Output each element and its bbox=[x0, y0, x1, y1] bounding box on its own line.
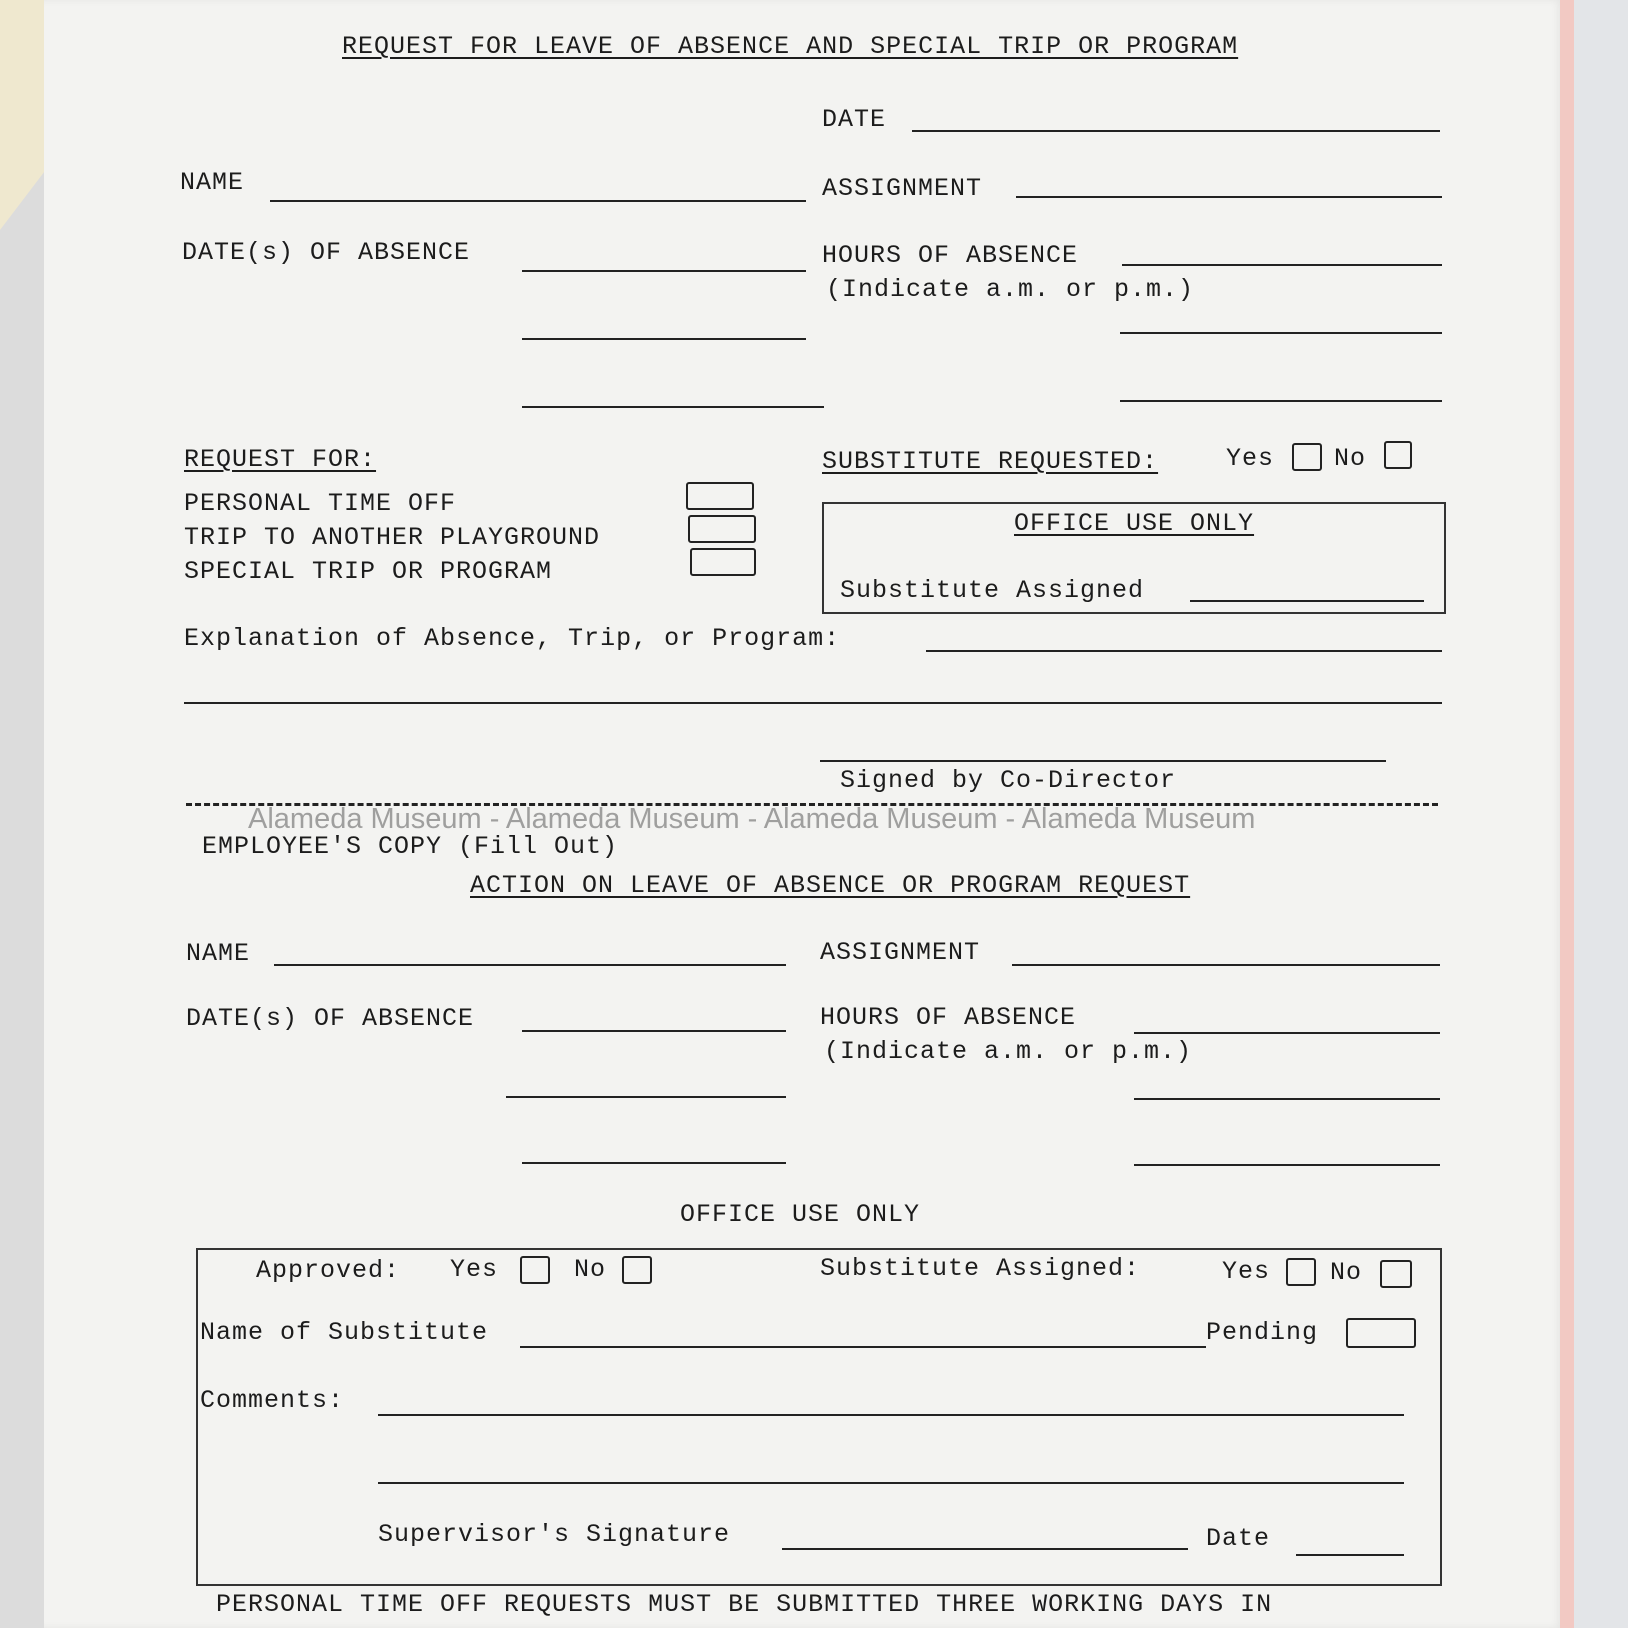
copy-dates-of-absence-label: DATE(s) OF ABSENCE bbox=[186, 1004, 475, 1033]
date-label: DATE bbox=[822, 105, 887, 134]
copy-dates-of-absence-field-2[interactable] bbox=[506, 1096, 786, 1098]
request-for-label: REQUEST FOR: bbox=[184, 445, 377, 474]
name-of-substitute-label: Name of Substitute bbox=[200, 1318, 489, 1347]
copy-hours-field-1[interactable] bbox=[1134, 1032, 1440, 1034]
supervisor-signature-field[interactable] bbox=[782, 1548, 1188, 1550]
assignment-label: ASSIGNMENT bbox=[822, 174, 983, 203]
dates-of-absence-field-1[interactable] bbox=[522, 270, 806, 272]
assignment-field[interactable] bbox=[1016, 196, 1442, 198]
hours-of-absence-label: HOURS OF ABSENCE bbox=[822, 241, 1079, 270]
pending-checkbox[interactable] bbox=[1346, 1318, 1416, 1348]
substitute-yes-checkbox[interactable] bbox=[1292, 443, 1322, 471]
personal-time-off-checkbox[interactable] bbox=[686, 482, 754, 510]
hours-of-absence-field-1[interactable] bbox=[1122, 264, 1442, 266]
copy-hours-field-3[interactable] bbox=[1134, 1164, 1440, 1166]
footer-note: PERSONAL TIME OFF REQUESTS MUST BE SUBMITTED THREE WORKING DAYS IN bbox=[216, 1590, 1273, 1619]
dates-of-absence-field-3[interactable] bbox=[522, 406, 824, 408]
signed-by-label: Signed by Co-Director bbox=[840, 766, 1177, 795]
copy-hours-note: (Indicate a.m. or p.m.) bbox=[824, 1037, 1193, 1066]
copy-substitute-assigned-label: Substitute Assigned: bbox=[820, 1254, 1141, 1283]
co-director-signature-field[interactable] bbox=[820, 760, 1386, 762]
employee-copy-label: EMPLOYEE'S COPY (Fill Out) bbox=[202, 832, 619, 861]
name-field[interactable] bbox=[270, 200, 806, 202]
copy-hours-of-absence-label: HOURS OF ABSENCE bbox=[820, 1003, 1077, 1032]
approved-no-label: No bbox=[574, 1255, 607, 1284]
special-trip-checkbox[interactable] bbox=[690, 548, 756, 576]
copy-assignment-label: ASSIGNMENT bbox=[820, 938, 981, 967]
hours-note: (Indicate a.m. or p.m.) bbox=[826, 275, 1195, 304]
option-trip-to-another-playground: TRIP TO ANOTHER PLAYGROUND bbox=[184, 523, 601, 552]
dates-of-absence-label: DATE(s) OF ABSENCE bbox=[182, 238, 471, 267]
copy-hours-field-2[interactable] bbox=[1134, 1098, 1440, 1100]
substitute-no-checkbox[interactable] bbox=[1384, 441, 1412, 469]
carbon-copy-edge bbox=[1560, 0, 1574, 1628]
approved-yes-label: Yes bbox=[450, 1255, 499, 1284]
substitute-yes-label: Yes bbox=[1226, 444, 1275, 473]
date-field[interactable] bbox=[912, 130, 1440, 132]
dates-of-absence-field-2[interactable] bbox=[522, 338, 806, 340]
comments-field-2[interactable] bbox=[378, 1482, 1404, 1484]
substitute-assigned-no-label: No bbox=[1330, 1258, 1363, 1287]
substitute-assigned-yes-label: Yes bbox=[1222, 1257, 1271, 1286]
hours-of-absence-field-2[interactable] bbox=[1120, 332, 1442, 334]
backdrop bbox=[1574, 0, 1628, 1628]
substitute-assigned-no-checkbox[interactable] bbox=[1380, 1260, 1412, 1288]
substitute-assigned-yes-checkbox[interactable] bbox=[1286, 1258, 1316, 1286]
copy-dates-of-absence-field-1[interactable] bbox=[522, 1030, 786, 1032]
approved-label: Approved: bbox=[256, 1256, 401, 1285]
substitute-requested-label: SUBSTITUTE REQUESTED: bbox=[822, 447, 1159, 476]
copy-name-field[interactable] bbox=[274, 964, 786, 966]
hours-of-absence-field-3[interactable] bbox=[1120, 400, 1442, 402]
copy-office-use-title: OFFICE USE ONLY bbox=[680, 1200, 921, 1229]
explanation-field-2[interactable] bbox=[184, 702, 1442, 704]
copy-assignment-field[interactable] bbox=[1012, 964, 1440, 966]
comments-field-1[interactable] bbox=[378, 1414, 1404, 1416]
form-title: REQUEST FOR LEAVE OF ABSENCE AND SPECIAL TRIP OR PROGRAM bbox=[342, 32, 1239, 61]
supervisor-signature-label: Supervisor's Signature bbox=[378, 1520, 731, 1549]
supervisor-date-field[interactable] bbox=[1296, 1554, 1404, 1556]
option-personal-time-off: PERSONAL TIME OFF bbox=[184, 489, 457, 518]
substitute-no-label: No bbox=[1334, 444, 1367, 473]
approved-yes-checkbox[interactable] bbox=[520, 1256, 550, 1284]
office-use-title: OFFICE USE ONLY bbox=[1014, 509, 1255, 538]
supervisor-date-label: Date bbox=[1206, 1524, 1271, 1553]
copy-name-label: NAME bbox=[186, 939, 251, 968]
action-title: ACTION ON LEAVE OF ABSENCE OR PROGRAM REQUEST bbox=[470, 871, 1191, 900]
approved-no-checkbox[interactable] bbox=[622, 1256, 652, 1284]
name-label: NAME bbox=[180, 168, 245, 197]
name-of-substitute-field[interactable] bbox=[520, 1346, 1206, 1348]
trip-to-playground-checkbox[interactable] bbox=[688, 515, 756, 543]
comments-label: Comments: bbox=[200, 1386, 345, 1415]
copy-dates-of-absence-field-3[interactable] bbox=[522, 1162, 786, 1164]
option-special-trip-or-program: SPECIAL TRIP OR PROGRAM bbox=[184, 557, 553, 586]
explanation-label: Explanation of Absence, Trip, or Program: bbox=[184, 624, 841, 653]
pending-label: Pending bbox=[1206, 1318, 1319, 1347]
explanation-field-1[interactable] bbox=[926, 650, 1442, 652]
watermark: Alameda Museum - Alameda Museum - Alameda Museum - Alameda Museum bbox=[248, 803, 1256, 835]
substitute-assigned-field[interactable] bbox=[1190, 600, 1424, 602]
substitute-assigned-label: Substitute Assigned bbox=[840, 576, 1145, 605]
